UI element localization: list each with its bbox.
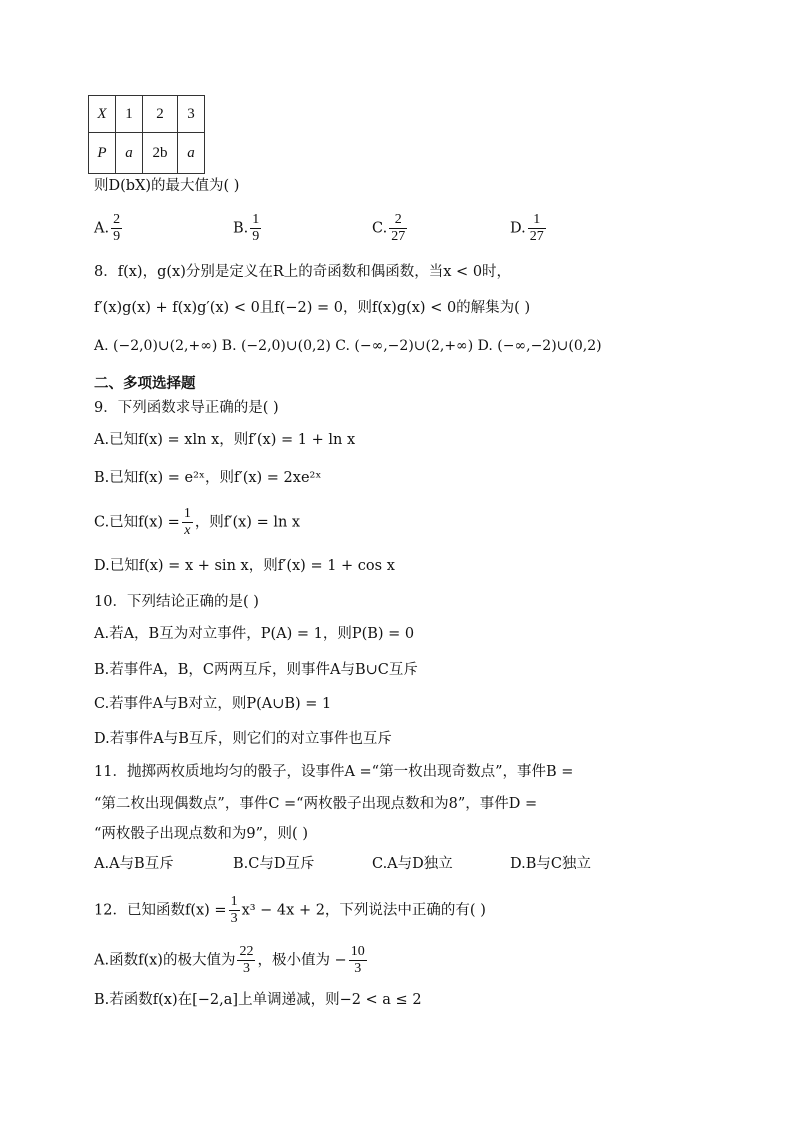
fraction — [349, 944, 367, 977]
numerator: 1 — [252, 212, 260, 227]
q8-line2: f′(x)g(x) + f(x)g′(x) < 0且f(−2) = 0，则f(x)g(x) < 0的解集为( ) — [94, 300, 531, 316]
q12-text: x³ − 4x + 2，下列说法中正确的有( ) — [241, 902, 486, 919]
q9-option-a: A.已知f(x) = xln x，则f′(x) = 1 + ln x — [94, 432, 356, 448]
option-text: ，极小值为 − — [257, 952, 347, 969]
fraction — [182, 506, 193, 539]
numerator: 22 — [239, 944, 254, 959]
table-cell: P — [89, 133, 116, 174]
q10-option-b: B.若事件A，B，C两两互斥，则事件A与B∪C互斥 — [94, 662, 418, 678]
numerator: 1 — [230, 894, 238, 909]
fraction — [389, 212, 407, 245]
fraction — [111, 212, 122, 245]
numerator: 1 — [528, 212, 546, 229]
denominator: 27 — [391, 229, 406, 244]
q10-option-d: D.若事件A与B互斥，则它们的对立事件也互斥 — [94, 731, 392, 747]
q7-option-c — [372, 212, 409, 245]
table-cell: 1 — [116, 96, 143, 133]
q7-option-b — [233, 212, 263, 245]
q11-line1: 11．抛掷两枚质地均匀的骰子，设事件A =“第一枚出现奇数点”，事件B = — [94, 764, 574, 780]
q12-text: 12．已知函数f(x) = — [94, 902, 227, 919]
q11-option-d: D.B与C独立 — [510, 856, 591, 872]
denominator: 3 — [230, 911, 238, 926]
q11-option-b: B.C与D互斥 — [233, 856, 315, 872]
denominator: 9 — [113, 229, 121, 244]
denominator: 9 — [252, 229, 260, 244]
table-row — [89, 133, 205, 174]
numerator: 2 — [113, 212, 121, 227]
q12-stem — [94, 894, 486, 927]
option-label: B. — [233, 220, 249, 237]
table-cell: 3 — [178, 96, 205, 133]
q10-stem: 10．下列结论正确的是( ) — [94, 594, 259, 610]
q8-options: A. (−2,0)∪(2,+∞) B. (−2,0)∪(0,2) C. (−∞,−2)∪(2,+∞) D. (−∞,−2)∪(0,2) — [94, 338, 602, 354]
q9-option-d: D.已知f(x) = x + sin x，则f′(x) = 1 + cos x — [94, 558, 395, 574]
denominator: 3 — [354, 961, 362, 976]
q7-stem: 则D(bX)的最大值为( ) — [94, 178, 240, 194]
fraction — [528, 212, 546, 245]
option-label: D. — [510, 220, 526, 237]
table-cell: 2 — [143, 96, 178, 133]
q9-option-b: B.已知f(x) = e²ˣ，则f′(x) = 2xe²ˣ — [94, 470, 322, 486]
table-cell: a — [116, 133, 143, 174]
table-cell: X — [89, 96, 116, 133]
q11-option-a: A.A与B互斥 — [94, 856, 174, 872]
option-text: A.函数f(x)的极大值为 — [94, 952, 236, 969]
numerator: 2 — [389, 212, 407, 229]
option-text: ，则f′(x) = ln x — [194, 514, 301, 531]
distribution-table — [88, 95, 205, 174]
fraction — [229, 894, 240, 927]
q7-option-a — [94, 212, 124, 245]
fraction — [237, 944, 255, 977]
option-label: C. — [372, 220, 388, 237]
fraction — [250, 212, 261, 245]
q10-option-c: C.若事件A与B对立，则P(A∪B) = 1 — [94, 696, 332, 712]
denominator: x — [184, 523, 191, 538]
q7-option-d — [510, 212, 548, 245]
table-cell: a — [178, 133, 205, 174]
q10-option-a: A.若A，B互为对立事件，P(A) = 1，则P(B) = 0 — [94, 626, 415, 642]
section-heading: 二、多项选择题 — [94, 376, 196, 392]
denominator: 3 — [242, 961, 250, 976]
q9-option-c — [94, 506, 300, 539]
numerator: 1 — [183, 506, 191, 521]
denominator: 27 — [529, 229, 544, 244]
q12-option-b: B.若函数f(x)在[−2,a]上单调递减，则−2 < a ≤ 2 — [94, 992, 422, 1008]
q12-option-a — [94, 944, 369, 977]
q11-line2: “第二枚出现偶数点”，事件C =“两枚骰子出现点数和为8”，事件D = — [94, 796, 538, 812]
q11-line3: “两枚骰子出现点数和为9”，则( ) — [94, 826, 308, 842]
option-text: C.已知f(x) = — [94, 514, 180, 531]
q11-option-c: C.A与D独立 — [372, 856, 453, 872]
table-cell: 2b — [143, 133, 178, 174]
option-label: A. — [94, 220, 110, 237]
q9-stem: 9．下列函数求导正确的是( ) — [94, 400, 279, 416]
table-row — [89, 96, 205, 133]
q8-line1: 8．f(x)，g(x)分别是定义在R上的奇函数和偶函数，当x < 0时， — [94, 264, 512, 280]
numerator: 10 — [350, 944, 365, 959]
